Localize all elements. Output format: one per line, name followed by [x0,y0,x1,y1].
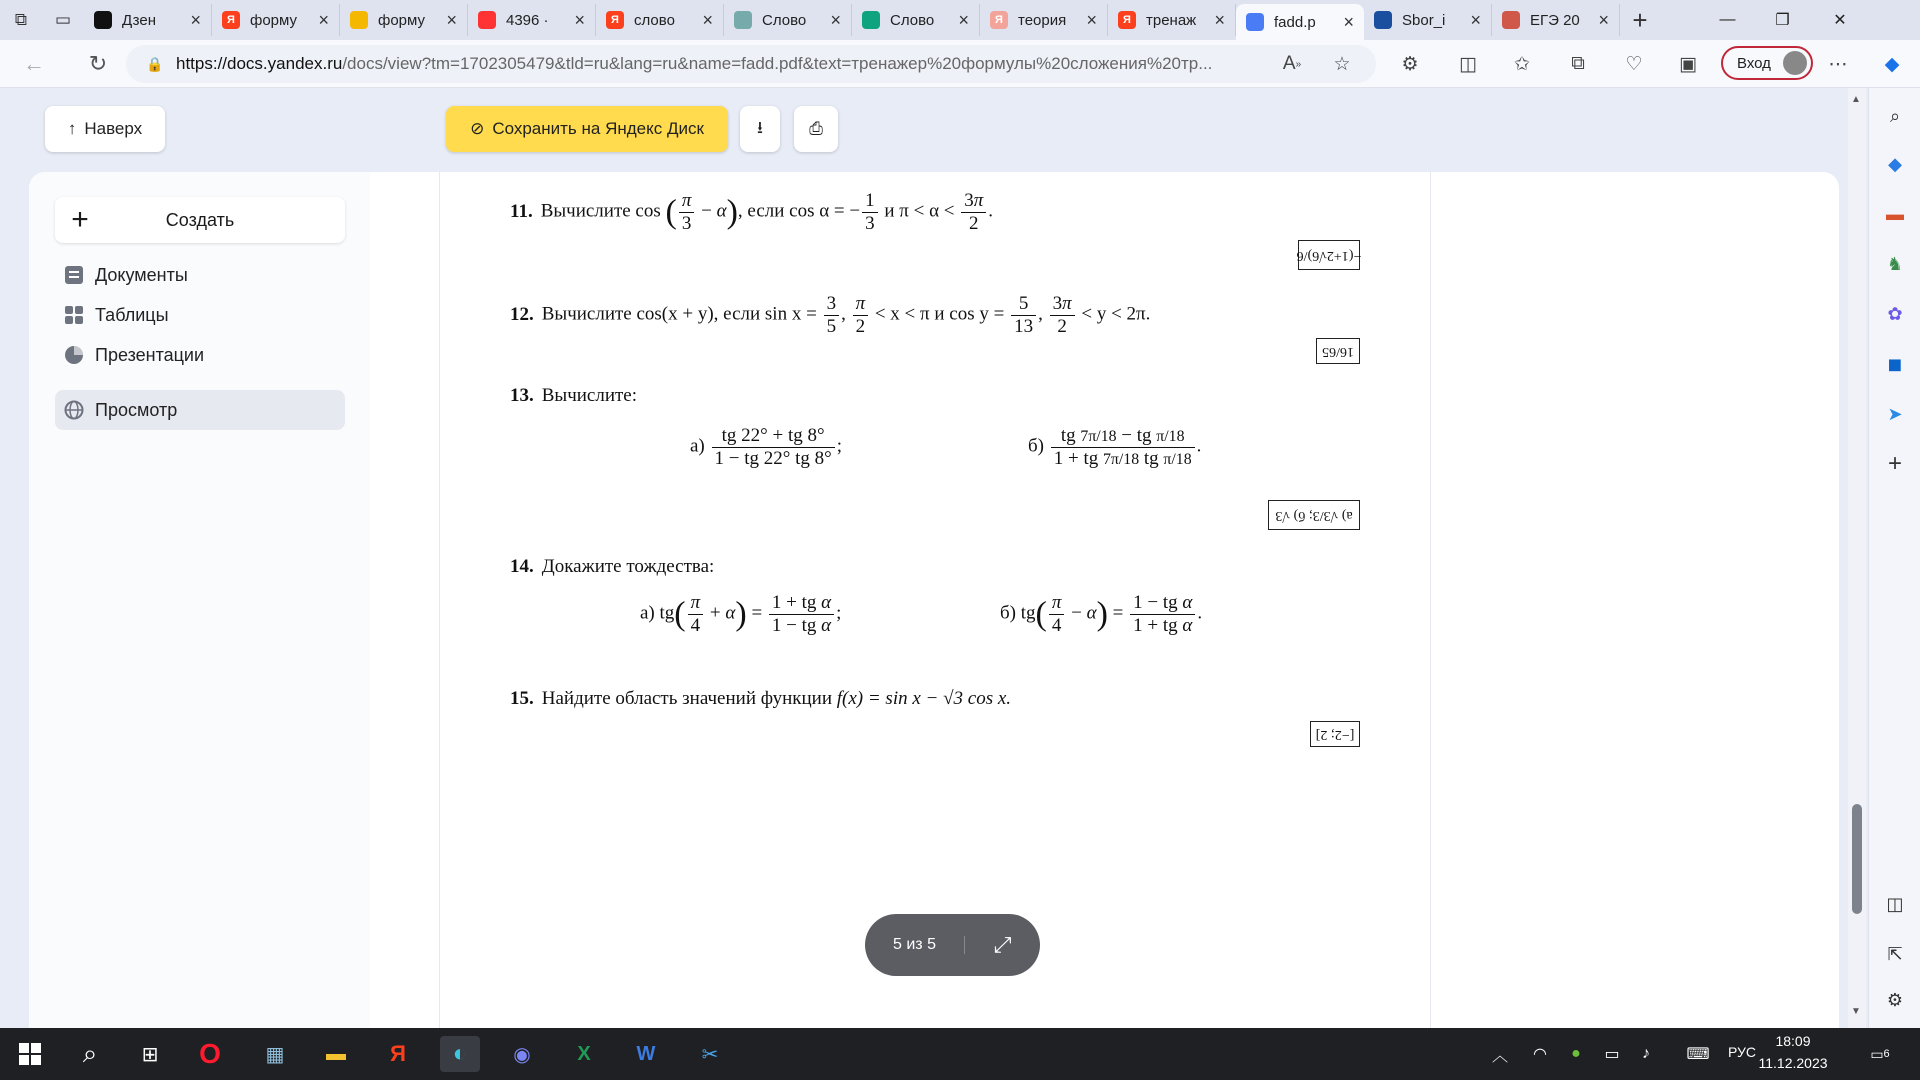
yandex-icon[interactable]: Я [390,1041,406,1066]
tab-label: fadd.p [1274,13,1316,31]
problem-14a: а) tg( $\frac{\pi}{4}$ + α) = $\frac{\text{1 + tg α}}{\text{1 − tg α}}$ ; [640,592,842,636]
browser-tab[interactable] [1492,4,1620,36]
tabs [84,0,1620,40]
clock-date: 11.12.2023 [1758,1055,1828,1071]
edge-icon[interactable]: ◐ [440,1036,480,1072]
close-tab-icon[interactable]: × [1086,9,1097,30]
settings-icon[interactable]: ⚙ [1886,989,1904,1010]
subitem-label: а) [690,435,705,457]
collections-icon[interactable]: ⧉ [1571,53,1585,74]
printer-icon: ⎙ [809,119,823,138]
problem-text: Вычислите cos(x + y), если sin x = [541,303,817,325]
disk-icon: ⊘ [470,119,485,138]
scroll-up-icon[interactable]: ▲ [1851,94,1861,105]
send-icon[interactable]: ➤ [1887,403,1903,424]
tab-label: Слово [890,11,935,29]
problem-condition-2: < y < 2π. [1081,303,1151,325]
notification-count: 6 [1883,1048,1890,1060]
address-bar-row [0,40,1920,88]
download-icon: ⭳ [757,117,763,137]
start-icon[interactable] [10,1036,50,1072]
tab-label: теория [1018,11,1067,29]
scroll-thumb[interactable] [1852,804,1862,914]
sidebar-toggle-icon[interactable]: ▣ [1679,53,1697,75]
problem-14b: б) tg( $\frac{\pi}{4}$ − α) = $\frac{\text{1 − tg α}}{\text{1 + tg α}}$ . [1000,592,1203,636]
fullscreen-icon[interactable]: ⤢ [993,932,1012,957]
browser-tab[interactable] [1108,4,1236,36]
close-tab-icon[interactable]: × [446,9,457,30]
save-to-disk-label: Сохранить на Яндекс Диск [492,119,704,138]
more-menu-icon[interactable]: ⋯ [1828,53,1848,75]
battery-icon[interactable]: ▭ [1604,1046,1620,1063]
tab-label: Дзен [122,11,156,29]
problem-condition: < x < π и cos y = [874,303,1005,325]
copilot-icon[interactable]: ◆ [1884,53,1900,75]
Я-icon: Я [222,11,240,29]
tab-label: 4396 · [506,11,549,29]
download-button[interactable] [740,106,780,152]
create-button[interactable] [55,197,345,243]
lock-icon: 🔒 [146,55,164,72]
tab-label: ЕГЭ 20 [1530,11,1580,29]
globe-icon [63,399,85,421]
subitem-label: а) [640,602,655,624]
problem-text: Вычислите cos [540,200,661,222]
favorite-star-icon[interactable]: ☆ [1333,53,1351,75]
mail-icon [478,11,496,29]
problem-text: Найдите область значений функции [541,688,832,709]
browser-tab[interactable] [1236,4,1364,40]
browser-tab[interactable] [596,4,724,36]
problem-number: 14. [510,556,534,577]
shopping-tag-icon[interactable]: ◆ [1888,153,1902,174]
nav-item-view[interactable] [55,390,345,430]
browser-tab[interactable] [84,4,212,36]
gpt-icon [862,11,880,29]
close-tab-icon[interactable]: × [318,9,329,30]
nav-item-tables[interactable] [55,295,345,335]
problem-number: 13. [510,385,534,406]
copilot-sidebar-icon[interactable]: ✿ [1887,303,1903,324]
tab-label: форму [250,11,298,29]
presentation-icon [63,344,85,366]
login-button[interactable] [1721,46,1813,80]
nav-label: Просмотр [95,399,178,420]
answer-box-13: а) √3/3; б) √3 [1268,500,1360,530]
problem-13 [510,385,637,407]
tab-actions-icon[interactable]: ▭ [54,10,72,29]
refresh-button[interactable]: ↻ [88,50,108,76]
new-tab-button[interactable]: + [1632,4,1648,35]
avatar [1783,51,1807,75]
close-tab-icon[interactable]: × [1598,9,1609,30]
games-icon[interactable]: ♞ [1886,253,1904,274]
tab-strip [0,0,1920,40]
answer-box-11: −(1+2√6)/6 [1298,240,1360,270]
login-label: Вход [1737,54,1771,72]
tab-label: слово [634,11,675,29]
subitem-label: б) [1000,602,1016,624]
toolbox-icon[interactable]: ▬ [1886,203,1904,224]
tab-label: Sbor_i [1402,11,1446,29]
page-counter: 5 из 5 [865,936,965,954]
file-explorer-icon[interactable]: ▬ [326,1042,346,1065]
tab-label: форму [378,11,426,29]
nav-label: Таблицы [95,304,169,325]
pdf-icon [1502,11,1520,29]
problem-number: 15. [510,688,534,709]
clock[interactable] [1748,1030,1838,1078]
close-tab-icon[interactable]: × [958,9,969,30]
browser-tab[interactable] [1364,4,1492,36]
close-tab-icon[interactable]: × [190,9,201,30]
wifi-icon[interactable]: ◠ [1533,1046,1547,1063]
document-icon [63,264,85,286]
problem-condition: , если cos α = − [737,200,861,222]
problem-function: f(x) = sin x − √3 cos x. [836,688,1012,709]
split-screen-icon[interactable]: ◫ [1459,53,1477,75]
minimize-button[interactable]: — [1719,11,1736,28]
tab-label: тренаж [1146,11,1197,29]
scroll-down-icon[interactable]: ▼ [1851,1006,1861,1017]
problem-text: Докажите тождества: [541,556,715,577]
create-label: Создать [165,209,235,230]
problem-13a: а) $\frac{tg 22^\circ + tg 8^\circ}{1 - tg 22^\circ tg 8^\circ}$ ; [690,425,843,469]
problem-15 [510,688,1011,710]
external-link-icon[interactable]: ⇱ [1887,943,1903,964]
crown-icon [1374,11,1392,29]
fraction-numerator: tg 22° + tg 8° [712,425,835,448]
close-tab-icon[interactable]: × [1343,11,1354,32]
dzen-icon [94,11,112,29]
nav-item-presentations[interactable] [55,335,345,375]
task-view-icon[interactable]: ⊞ [141,1043,159,1066]
fraction-denominator: 1 − tg 22° tg 8° [714,447,832,469]
close-tab-icon[interactable]: × [830,9,841,30]
url-path: /docs/view?tm=1702305479&tld=ru&lang=ru&name=fadd.pdf&text=тренажер%20формулы%20сложения%20тр... [342,54,1213,73]
browser-essentials-icon[interactable]: ♡ [1625,53,1643,75]
problem-13b: б) $\frac{\text{tg 7π/18 − tg π/18}}{\text{1 + tg 7π/18 tg π/18}}$ . [1028,425,1202,469]
img-icon [350,11,368,29]
word-icon[interactable]: W [636,1042,656,1065]
back-button[interactable]: ← [23,50,45,76]
answer-box-15: [−2; 2] [1310,721,1360,747]
extensions-icon[interactable]: ⚙ [1401,53,1419,75]
problem-number: 11. [510,200,533,222]
nav-item-documents[interactable] [55,255,345,295]
doc-icon [1246,13,1264,31]
print-button[interactable] [794,106,838,152]
subitem-label: б) [1028,435,1044,457]
bulb-icon [734,11,752,29]
calculator-icon[interactable]: ▦ [265,1043,285,1066]
scrollbar[interactable] [1848,88,1866,1028]
discord-icon[interactable]: ◉ [513,1043,531,1066]
arrow-up-icon: ↑ [67,119,77,138]
save-to-disk-button[interactable] [446,106,728,152]
problem-12: 12. Вычислите cos(x + y), если sin x = $\frac{3}{5}$ , $\frac{\pi}{2}$ < x < π и cos y = $\frac{5}{13}$ , $\frac{3\pi}{2}$ < y < 2π. [510,293,1151,337]
notifications-icon[interactable]: ▭ 6 [1870,1045,1890,1062]
scroll-top-button[interactable] [45,106,165,152]
close-window-button[interactable]: ✕ [1833,12,1847,29]
keyboard-icon[interactable]: ⌨ [1686,1046,1710,1063]
scroll-top-label: Наверх [84,119,143,138]
Я-icon: Я [1118,11,1136,29]
excel-icon[interactable]: X [577,1042,591,1065]
close-tab-icon[interactable]: × [1470,9,1481,30]
problem-number: 12. [510,303,534,325]
add-icon[interactable]: + [1887,450,1902,477]
tab-label: Слово [762,11,807,29]
url-field[interactable] [126,45,1376,83]
problem-condition-2: и π < α < [879,200,955,222]
workspaces-icon[interactable]: ⧉ [14,10,28,29]
url-host: https://docs.yandex.ru [176,54,343,73]
search-taskbar-icon[interactable]: ⌕ [82,1038,98,1068]
browser-tab[interactable] [852,4,980,36]
favorites-icon[interactable]: ✩ [1514,53,1530,75]
browser-tab[interactable] [212,4,340,36]
page-navigator[interactable] [865,914,1040,976]
show-hidden-icons[interactable]: ︿ [1491,1047,1508,1065]
close-tab-icon[interactable]: × [1214,9,1225,30]
browser-tab[interactable] [980,4,1108,36]
edge-sidebar [1868,88,1920,1028]
restore-button[interactable]: ❐ [1775,12,1790,29]
plus-icon: + [71,203,89,236]
volume-icon[interactable]: ♪ [1642,1045,1650,1062]
opera-icon[interactable]: O [199,1038,221,1069]
browser-tab[interactable] [340,4,468,36]
table-icon [63,304,85,326]
browser-tab[interactable] [468,4,596,36]
Я-icon: Я [606,11,624,29]
nav-label: Презентации [95,344,205,365]
problem-11: 11. Вычислите cos ( $\frac{\pi}{3}$ − α), если cos α = − $\frac{1}{3}$ и π < α < $\frac{3\pi}{2}$ . [510,190,994,234]
answer-box-12: 16/65 [1316,338,1360,364]
Я-icon: Я [990,11,1008,29]
search-icon[interactable]: ⌕ [1889,105,1901,126]
close-tab-icon[interactable]: × [574,9,585,30]
nav-label: Документы [95,264,188,285]
outlook-icon[interactable]: ◼ [1887,353,1903,374]
panel-icon[interactable]: ◫ [1886,893,1904,914]
tray-app-icon[interactable]: ● [1571,1045,1581,1062]
language-indicator[interactable]: РУС [1728,1044,1757,1060]
snipping-tool-icon[interactable]: ✂ [701,1043,719,1066]
clock-time: 18:09 [1775,1033,1811,1049]
problem-text: Вычислите: [541,385,638,406]
problem-14 [510,556,714,578]
close-tab-icon[interactable]: × [702,9,713,30]
read-aloud-icon[interactable]: A » [1282,53,1302,74]
browser-tab[interactable] [724,4,852,36]
